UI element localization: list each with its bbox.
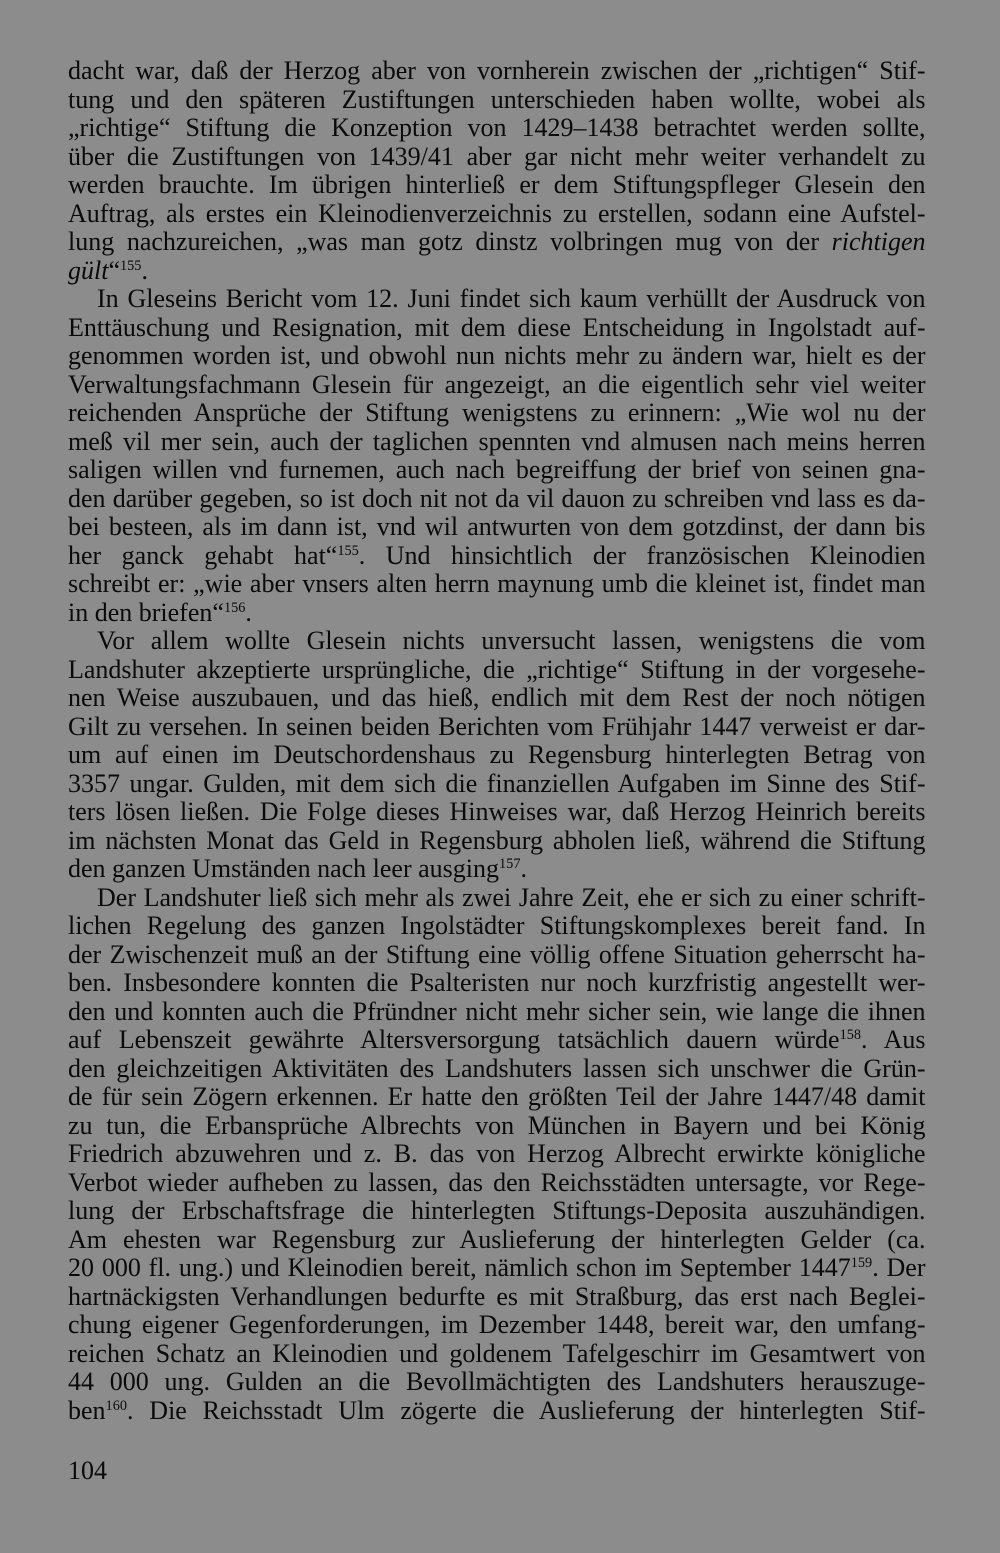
text-line [68, 114, 926, 143]
text-line [68, 200, 926, 229]
footnote-ref: 156 [223, 599, 246, 616]
line-text: ben. Insbesondere konnten die Psalteristen nur noch kurzfristig angestellt wer- [68, 968, 926, 997]
text-line [68, 143, 926, 172]
text-line [68, 1112, 926, 1141]
text-line [68, 342, 926, 371]
line-text: 3357 ungar. Gulden, mit dem sich die finanziellen Aufgaben im Sinne des Stif- [68, 768, 926, 798]
line-text: In Gleseins Bericht vom 12. Juni findet sich kaum verhüllt der Ausdruck von [97, 284, 926, 313]
line-text: lichen Regelung des ganzen Ingolstädter Stiftungskomplexes bereit fand. In [68, 911, 926, 940]
line-text: nen Weise auszubauen, und das hieß, endlich mit dem Rest der noch nötigen [68, 683, 926, 712]
text-line [68, 314, 926, 343]
footnote-ref: 159 [850, 1255, 873, 1272]
italic-text: gült [68, 255, 109, 285]
paragraph [68, 285, 926, 627]
text-line [68, 57, 926, 86]
line-text: reichen Schatz an Kleinodien und goldenem Tafelgeschirr im Gesamtwert von [68, 1338, 926, 1368]
text-line [68, 1083, 926, 1112]
line-text [68, 1026, 926, 1055]
line-text: dacht war, daß der Herzog aber von vornherein zwischen der „richtigen“ Stif- [68, 56, 926, 85]
line-text: lung der Erbschaftsfrage die hinterlegten Stiftungs-Deposita auszuhändigen. [68, 1196, 926, 1225]
line-text: „richtige“ Stiftung die Konzeption von 1429–1438 betrachtet werden sollte, [68, 113, 926, 142]
text-line [68, 1055, 926, 1084]
line-text [68, 542, 925, 571]
text-line [68, 399, 926, 428]
line-text: reichenden Ansprüche der Stiftung wenigstens zu erinnern: „Wie wol nu der [68, 398, 926, 427]
text-segment: auf Lebenszeit gewährte Altersversorgung tatsächlich dauern würde [68, 1025, 840, 1054]
paragraph [68, 57, 926, 285]
line-text [68, 1397, 926, 1426]
text-line [68, 371, 926, 400]
text-line [68, 1397, 926, 1426]
text-line [68, 684, 926, 713]
text-line [68, 855, 926, 884]
line-text [68, 599, 252, 628]
text-line [68, 257, 926, 286]
text-line [68, 1226, 926, 1255]
line-text: meß vil mer sein, auch der taglichen spennten vnd almusen nach meins herren [68, 426, 926, 456]
text-line [68, 1368, 926, 1397]
text-segment: . Der [872, 1253, 926, 1282]
line-text: den und konnten auch die Pfründner nicht mehr sicher sein, wie lange die ihnen [68, 996, 926, 1026]
line-text [68, 228, 926, 257]
text-line [68, 1169, 926, 1198]
text-segment: lung nachzureichen, „was man gotz dinstz volbringen mug von der [68, 227, 832, 256]
text-line [68, 1140, 926, 1169]
text-line [68, 570, 926, 599]
text-line [68, 713, 926, 742]
italic-text: richtigen [831, 227, 926, 256]
text-line [68, 1340, 926, 1369]
text-line [68, 998, 926, 1027]
text-segment: . [141, 255, 148, 285]
line-text: Verwaltungsfachmann Glesein für angezeigt, an die eigentlich sehr viel weiter [68, 369, 926, 399]
text-line [68, 1026, 926, 1055]
line-text: Gilt zu versehen. In seinen beiden Berichten vom Frühjahr 1447 verweist er dar- [68, 711, 926, 741]
line-text: den darüber gegeben, so ist doch nit not da vil dauon zu schreiben vnd lass es da- [68, 483, 926, 513]
text-segment: . Und hinsichtlich der französischen Kleinodien [358, 540, 926, 570]
text-line [68, 1197, 926, 1226]
line-text: Friedrich abzuwehren und z. B. das von Herzog Albrecht erwirkte königliche [68, 1139, 926, 1168]
line-text: 44 000 ung. Gulden an die Bevollmächtigten des Landshuters herauszuge- [68, 1367, 926, 1396]
line-text: um auf einen im Deutschordenshaus zu Regensburg hinterlegten Betrag von [68, 740, 926, 769]
page-number: 104 [68, 1456, 107, 1485]
text-line [68, 542, 926, 571]
text-segment: . Die Reichsstadt Ulm zögerte die Auslieferung der hinterlegten Stif- [127, 1395, 926, 1425]
text-line [68, 941, 926, 970]
line-text: Der Landshuter ließ sich mehr als zwei Jahre Zeit, ehe er sich zu einer schrift- [97, 882, 926, 912]
line-text: der Zwischenzeit muß an der Stiftung eine völlig offene Situation geherrscht ha- [68, 939, 926, 969]
text-segment: “ [108, 255, 120, 285]
line-text: genommen worden ist, und obwohl nun nichts mehr zu ändern war, hielt es der [68, 341, 926, 370]
line-text [68, 855, 527, 884]
line-text: zu tun, die Erbansprüche Albrechts von München in Bayern und bei König [68, 1110, 926, 1140]
line-text: de für sein Zögern erkennen. Er hatte den größten Teil der Jahre 1447/48 damit [68, 1082, 926, 1111]
line-text: schreibt er: „wie aber vnsers alten herrn maynung umb die kleinet ist, findet man [68, 569, 926, 598]
text-line [68, 969, 926, 998]
line-text: werden brauchte. Im übrigen hinterließ er dem Stiftungspfleger Glesein den [68, 170, 926, 199]
footnote-ref: 157 [499, 856, 521, 873]
line-text: Am ehesten war Regensburg zur Auslieferung der hinterlegten Gelder (ca. [68, 1224, 926, 1254]
line-text: ters lösen ließen. Die Folge dieses Hinweises war, daß Herzog Heinrich bereits [68, 797, 926, 826]
footnote-ref: 155 [337, 542, 359, 559]
text-line [68, 1254, 926, 1283]
footnote-ref: 155 [120, 257, 142, 274]
text-segment: . Aus [861, 1025, 926, 1054]
text-line [68, 228, 926, 257]
text-segment: . [245, 597, 252, 627]
text-segment: den ganzen Umständen nach leer ausging [68, 854, 500, 883]
line-text: saligen willen vnd furnemen, auch nach begreiffung der brief von seinen gna- [68, 455, 926, 484]
line-text: Landshuter akzeptierte ursprüngliche, die „richtige“ Stiftung in der vorgesehe- [68, 654, 926, 684]
text-line [68, 171, 926, 200]
text-line [68, 285, 926, 314]
text-segment: . [520, 854, 527, 883]
text-line [68, 1311, 926, 1340]
text-segment: her ganck gehabt hat“ [68, 540, 338, 570]
line-text: Verbot wieder aufheben zu lassen, das den Reichsstädten untersagte, vor Rege- [68, 1167, 926, 1197]
text-line [68, 599, 926, 628]
text-line [68, 770, 926, 799]
text-line [68, 86, 926, 115]
text-line [68, 513, 926, 542]
line-text: Enttäuschung und Resignation, mit dem diese Entscheidung in Ingolstadt auf- [68, 312, 926, 342]
text-segment: ben [68, 1395, 106, 1425]
line-text: über die Zustiftungen von 1439/41 aber gar nicht mehr weiter verhandelt zu [68, 141, 926, 171]
text-line [68, 798, 926, 827]
text-segment: in den briefen“ [68, 597, 224, 627]
text-line [68, 1283, 926, 1312]
text-line [68, 656, 926, 685]
line-text: Vor allem wollte Glesein nichts unversucht lassen, wenigstens die vom [97, 626, 926, 655]
line-text: hartnäckigsten Verhandlungen bedurfte es mit Straßburg, das erst nach Beglei- [68, 1281, 926, 1311]
text-line [68, 456, 926, 485]
paragraph [68, 627, 926, 884]
line-text [68, 257, 148, 286]
footnote-ref: 158 [839, 1027, 862, 1044]
text-line [68, 912, 926, 941]
text-segment: 20 000 fl. ung.) und Kleinodien bereit, nämlich schon im September 1447 [68, 1253, 851, 1282]
line-text: im nächsten Monat das Geld in Regensburg abholen ließ, während die Stiftung [68, 825, 926, 855]
text-line [68, 741, 926, 770]
text-line [68, 627, 926, 656]
line-text: bei besteen, als im dann ist, vnd wil antwurten von dem gotzdinst, der dann bis [68, 512, 926, 541]
line-text: Auftrag, als erstes ein Kleinodienverzeichnis zu erstellen, sodann eine Aufstel- [68, 198, 926, 228]
text-line [68, 884, 926, 913]
line-text: den gleichzeitigen Aktivitäten des Landshuters lassen sich unschwer die Grün- [68, 1053, 926, 1083]
line-text [68, 1254, 926, 1283]
text-line [68, 485, 926, 514]
line-text: chung eigener Gegenforderungen, im Dezember 1448, bereit war, den umfang- [68, 1310, 926, 1339]
text-line [68, 428, 926, 457]
body-text [68, 57, 926, 1425]
line-text: tung und den späteren Zustiftungen unterschieden haben wollte, wobei als [68, 84, 926, 114]
paragraph [68, 884, 926, 1426]
footnote-ref: 160 [105, 1397, 127, 1414]
text-line [68, 827, 926, 856]
